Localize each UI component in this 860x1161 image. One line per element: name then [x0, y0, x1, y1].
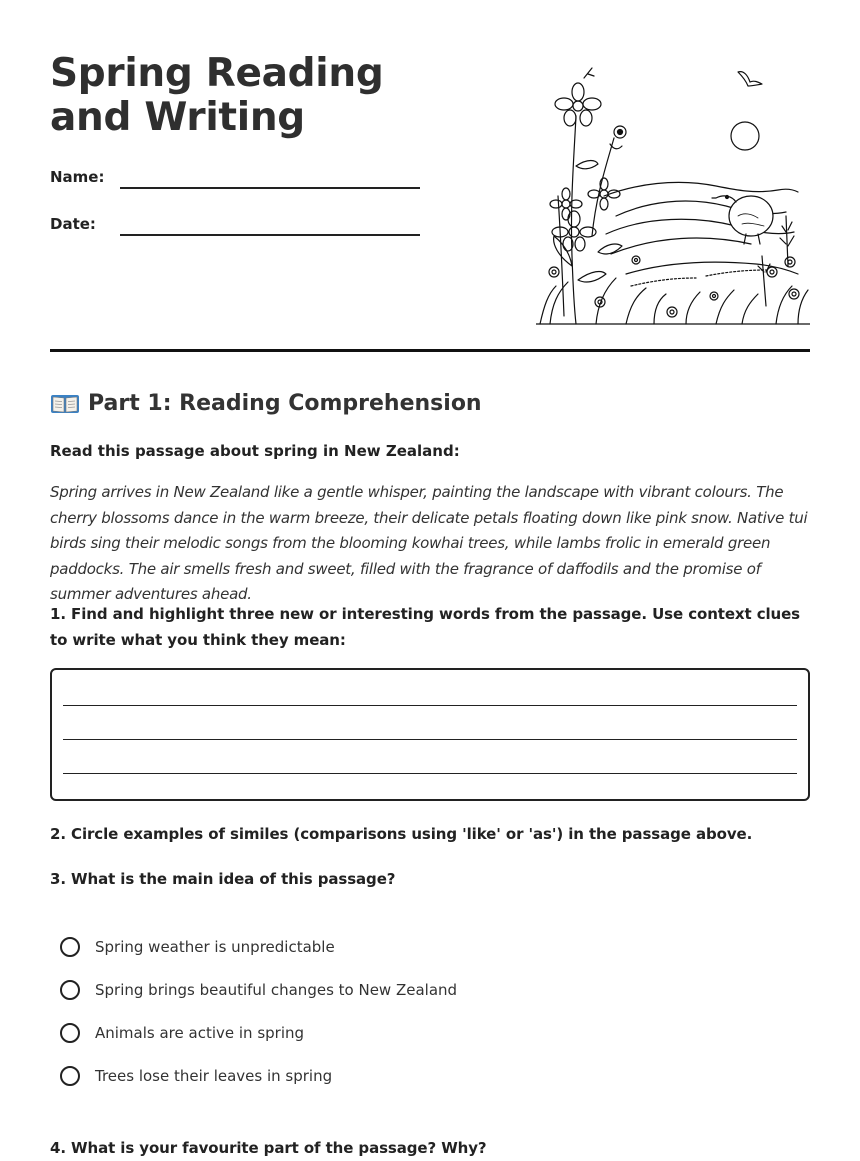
flying-bird-icon [738, 72, 762, 86]
book-icon [50, 392, 80, 416]
option-label: Spring brings beautiful changes to New Zealand [95, 981, 458, 999]
reading-passage: Spring arrives in New Zealand like a gentle whisper, painting the landscape with vibrant colours. The cherry blossoms dance in the warm breeze, their delicate petals floating down like pink snow. Native tui birds sing their melodic songs from the blooming kowhai trees, while lambs frolic in emerald green paddocks. The air smells fresh and sweet, filled with the fragrance of daffodils and the promise of summer adventures ahead. [50, 483, 808, 604]
radio-circle[interactable] [60, 1066, 80, 1086]
answer-line[interactable] [63, 773, 797, 774]
option-label: Trees lose their leaves in spring [95, 1067, 333, 1085]
radio-circle[interactable] [60, 980, 80, 1000]
answer-box-q1[interactable] [50, 668, 810, 801]
question-4: 4. What is your favourite part of the passage? Why? [50, 1139, 487, 1157]
question-3: 3. What is the main idea of this passage? [50, 870, 396, 888]
option-label: Animals are active in spring [95, 1024, 305, 1042]
date-field [50, 209, 422, 239]
sun-icon [731, 122, 759, 150]
radio-circle[interactable] [60, 937, 80, 957]
section-divider [50, 349, 810, 352]
passage-intro: Read this passage about spring in New Zealand: [50, 442, 460, 460]
answer-line[interactable] [63, 739, 797, 740]
answer-line[interactable] [63, 705, 797, 706]
page-title: Spring Reading and Writing [50, 51, 384, 140]
flower-icon [555, 83, 601, 126]
part1-heading [50, 388, 482, 420]
part1-heading-text: Part 1: Reading Comprehension [88, 391, 482, 416]
question-1: 1. Find and highlight three new or interesting words from the passage. Use context clues to write what you think they mean: [50, 605, 801, 649]
option-3[interactable] [60, 1020, 304, 1046]
radio-circle[interactable] [60, 1023, 80, 1043]
option-label: Spring weather is unpredictable [95, 938, 335, 956]
name-label: Name: [50, 168, 105, 186]
option-2[interactable] [60, 977, 457, 1003]
option-1[interactable] [60, 934, 335, 960]
date-label: Date: [50, 215, 96, 233]
date-line[interactable] [120, 234, 420, 236]
kiwi-bird-icon [712, 196, 773, 245]
option-4[interactable] [60, 1063, 332, 1089]
spring-landscape-illustration [536, 66, 810, 328]
question-2: 2. Circle examples of similes (comparisons using 'like' or 'as') in the passage above. [50, 825, 753, 843]
name-line[interactable] [120, 187, 420, 189]
name-field [50, 162, 422, 192]
